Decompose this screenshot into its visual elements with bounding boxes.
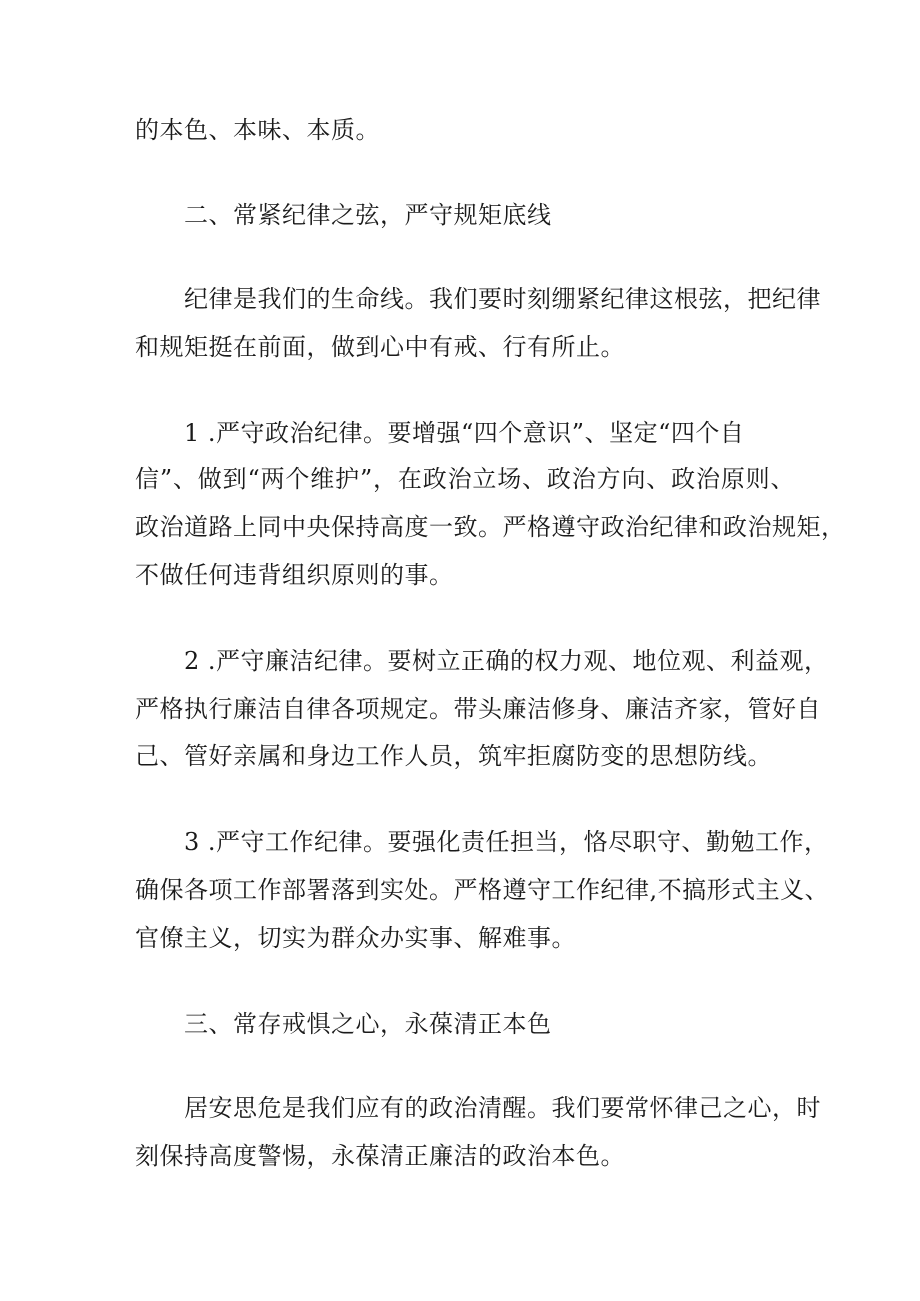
paragraph-line: 信”、做到“两个维护”，在政治立场、政治方向、政治原则、: [135, 465, 795, 493]
paragraph-line: 居安思危是我们应有的政治清醒。我们要常怀律己之心，时: [184, 1094, 821, 1122]
paragraph-line: 2 .严守廉洁纪律。要树立正确的权力观、地位观、利益观，: [184, 647, 829, 675]
section-heading: 二、常紧纪律之弦，严守规矩底线: [184, 201, 552, 229]
paragraph-line: 的本色、本味、本质。: [135, 116, 380, 144]
paragraph-line: 严格执行廉洁自律各项规定。带头廉洁修身、廉洁齐家，管好自: [135, 695, 821, 723]
section-heading: 三、常存戒惧之心，永葆清正本色: [184, 1010, 552, 1038]
paragraph-line: 官僚主义，切实为群众办实事、解难事。: [135, 924, 576, 952]
paragraph-line: 不做任何违背组织原则的事。: [135, 561, 454, 589]
paragraph-line: 己、管好亲属和身边工作人员，筑牢拒腐防变的思想防线。: [135, 742, 772, 770]
paragraph-line: 确保各项工作部署落到实处。严格遵守工作纪律,不搞形式主义、: [135, 876, 830, 904]
paragraph-line: 3 .严守工作纪律。要强化责任担当，恪尽职守、勤勉工作，: [184, 828, 829, 856]
paragraph-line: 政治道路上同中央保持高度一致。严格遵守政治纪律和政治规矩，: [135, 513, 846, 541]
paragraph-line: 1 .严守政治纪律。要增强“四个意识”、坚定“四个自: [184, 419, 745, 447]
paragraph-line: 刻保持高度警惕，永葆清正廉洁的政治本色。: [135, 1142, 625, 1170]
paragraph-line: 和规矩挺在前面，做到心中有戒、行有所止。: [135, 333, 625, 361]
paragraph-line: 纪律是我们的生命线。我们要时刻绷紧纪律这根弦，把纪律: [184, 285, 821, 313]
